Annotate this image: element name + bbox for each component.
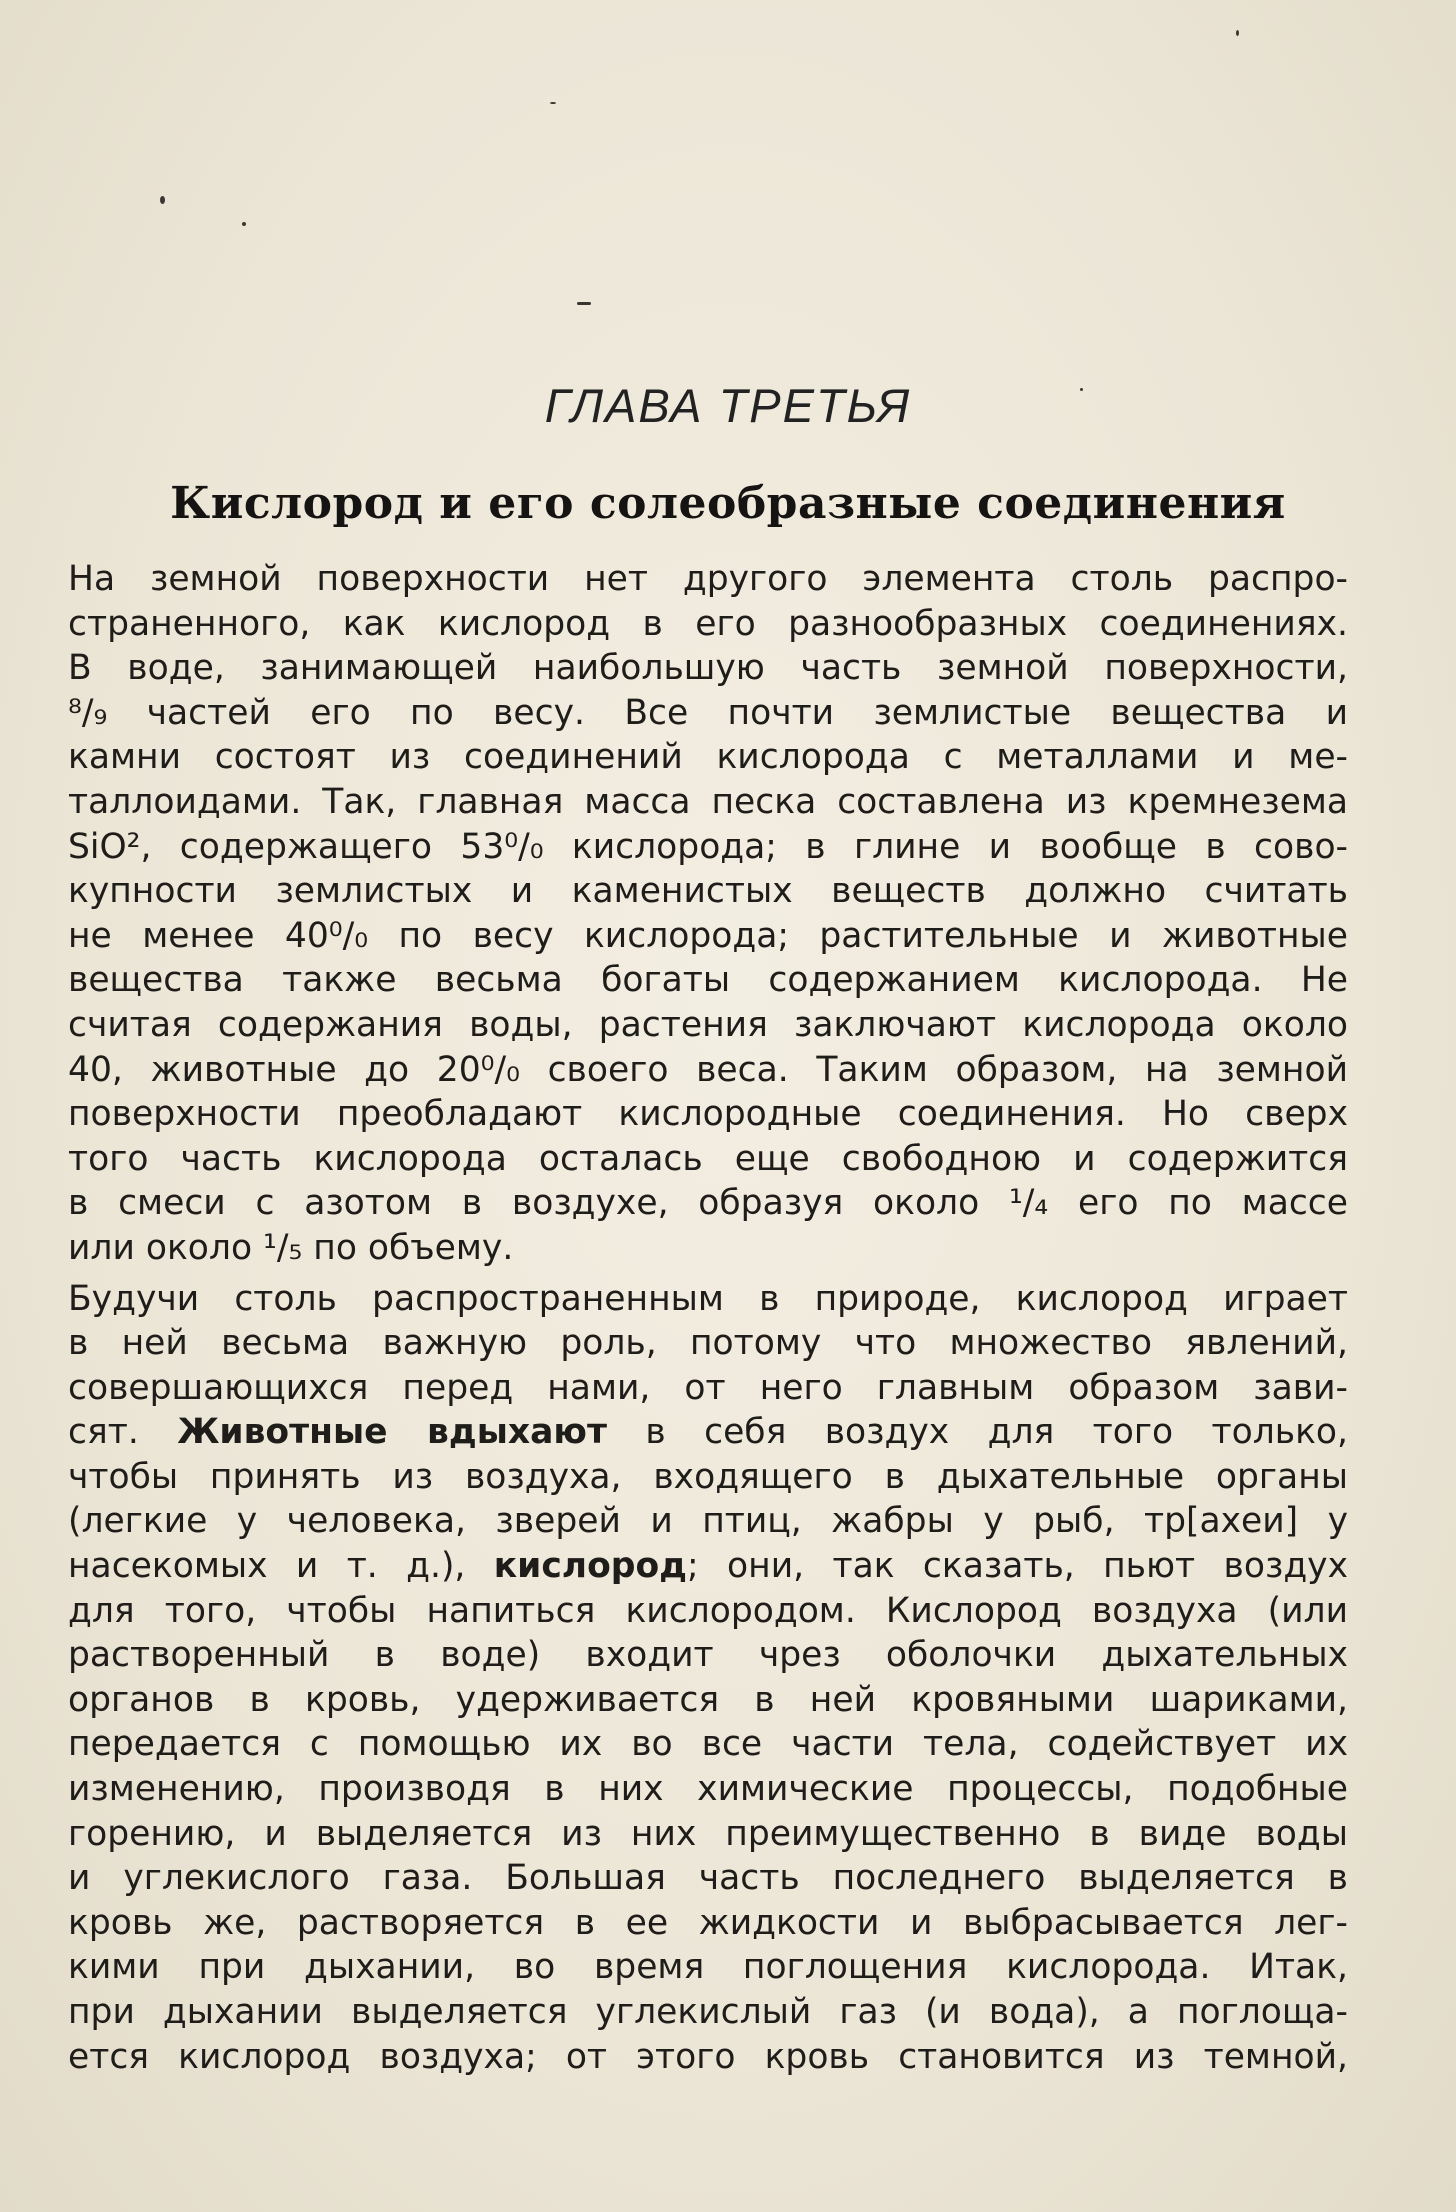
text-line: страненного, как кислород в его разнообразных соединениях. <box>68 603 1348 644</box>
text-line: чтобы принять из воздуха, входящего в дыхательные органы <box>68 1456 1348 1497</box>
text-line: вещества также весьма богаты содержанием кислорода. Не <box>68 960 1348 1001</box>
print-speck <box>550 102 556 104</box>
text-line: того часть кислорода осталась еще свободною и содержится <box>68 1138 1348 1179</box>
print-speck <box>242 222 246 226</box>
text-line: таллоидами. Так, главная масса песка составлена из кремнезема <box>68 781 1348 822</box>
text-line: передается с помощью их во все части тела, содействует их <box>68 1724 1348 1765</box>
text-line: изменению, производя в них химические процессы, подобные <box>68 1769 1348 1810</box>
paragraph-1 <box>68 557 1348 1271</box>
text-segment: ; они, так сказать, пьют воздух <box>687 1546 1349 1587</box>
emphasis-oxygen: кислород <box>493 1546 688 1587</box>
text-line: ⁸/₉ частей его по весу. Все почти землистые вещества и <box>68 692 1348 733</box>
text-line: SiO², содержащего 53⁰/₀ кислорода; в глине и вообще в сово- <box>68 826 1348 867</box>
text-line: горению, и выделяется из них преимущественно в виде воды <box>68 1813 1348 1854</box>
print-speck <box>577 302 591 305</box>
text-line: (легкие у человека, зверей и птиц, жабры у рыб, тр[ахеи] у <box>68 1501 1348 1542</box>
text-line: На земной поверхности нет другого элемента столь распро- <box>68 559 1348 599</box>
text-line: для того, чтобы напиться кислородом. Кислород воздуха (или <box>68 1590 1348 1631</box>
text-line: 40, животные до 20⁰/₀ своего веса. Таким образом, на земной <box>68 1049 1348 1090</box>
paragraph-2 <box>68 1277 1348 2080</box>
chapter-title: Кислород и его солеобразные соединения <box>170 478 1286 529</box>
text-line: Будучи столь распространенным в природе, кислород играет <box>68 1278 1348 1319</box>
text-line: ется кислород воздуха; от этого кровь становится из темной, <box>68 2036 1348 2077</box>
text-line: считая содержания воды, растения заключают кислорода около <box>68 1004 1348 1045</box>
text-line: не менее 40⁰/₀ по весу кислорода; растительные и животные <box>68 915 1348 956</box>
text-line: органов в кровь, удерживается в ней кровяными шариками, <box>68 1679 1348 1720</box>
text-segment: сят. <box>68 1412 178 1453</box>
text-line: В воде, занимающей наибольшую часть земной поверхности, <box>68 648 1348 689</box>
print-speck <box>160 196 165 204</box>
text-line: при дыхании выделяется углекислый газ (и вода), а поглоща- <box>68 1992 1348 2032</box>
text-line: поверхности преобладают кислородные соединения. Но сверх <box>68 1094 1348 1135</box>
text-line: камни состоят из соединений кислорода с металлами и ме- <box>68 737 1348 778</box>
text-line: или около ¹/₅ по объему. <box>68 1227 514 1268</box>
text-line-with-emphasis <box>68 1544 1348 1589</box>
text-line: в смеси с азотом в воздухе, образуя около ¹/₄ его по массе <box>68 1183 1348 1224</box>
text-line: купности землистых и каменистых веществ должно считать <box>68 871 1348 912</box>
text-line: кровь же, растворяется в ее жидкости и выбрасывается лег- <box>68 1902 1348 1943</box>
emphasis-animals-inhale: Животные вдыхают <box>177 1412 607 1453</box>
text-line: растворенный в воде) входит чрез оболочки дыхательных <box>68 1635 1348 1676</box>
text-segment: в себя воздух для того только, <box>606 1412 1348 1453</box>
chapter-label: ГЛАВА ТРЕТЬЯ <box>544 379 912 432</box>
body-text <box>68 557 1348 2079</box>
text-line: кими при дыхании, во время поглощения кислорода. Итак, <box>68 1947 1348 1988</box>
text-line-with-emphasis <box>68 1410 1348 1455</box>
text-line: совершающихся перед нами, от него главным образом зави- <box>68 1367 1348 1408</box>
print-speck <box>1236 30 1239 36</box>
text-line: и углекислого газа. Большая часть последнего выделяется в <box>68 1858 1348 1899</box>
text-line: в ней весьма важную роль, потому что множество явлений, <box>68 1323 1348 1364</box>
text-segment: насекомых и т. д.), <box>68 1546 494 1587</box>
